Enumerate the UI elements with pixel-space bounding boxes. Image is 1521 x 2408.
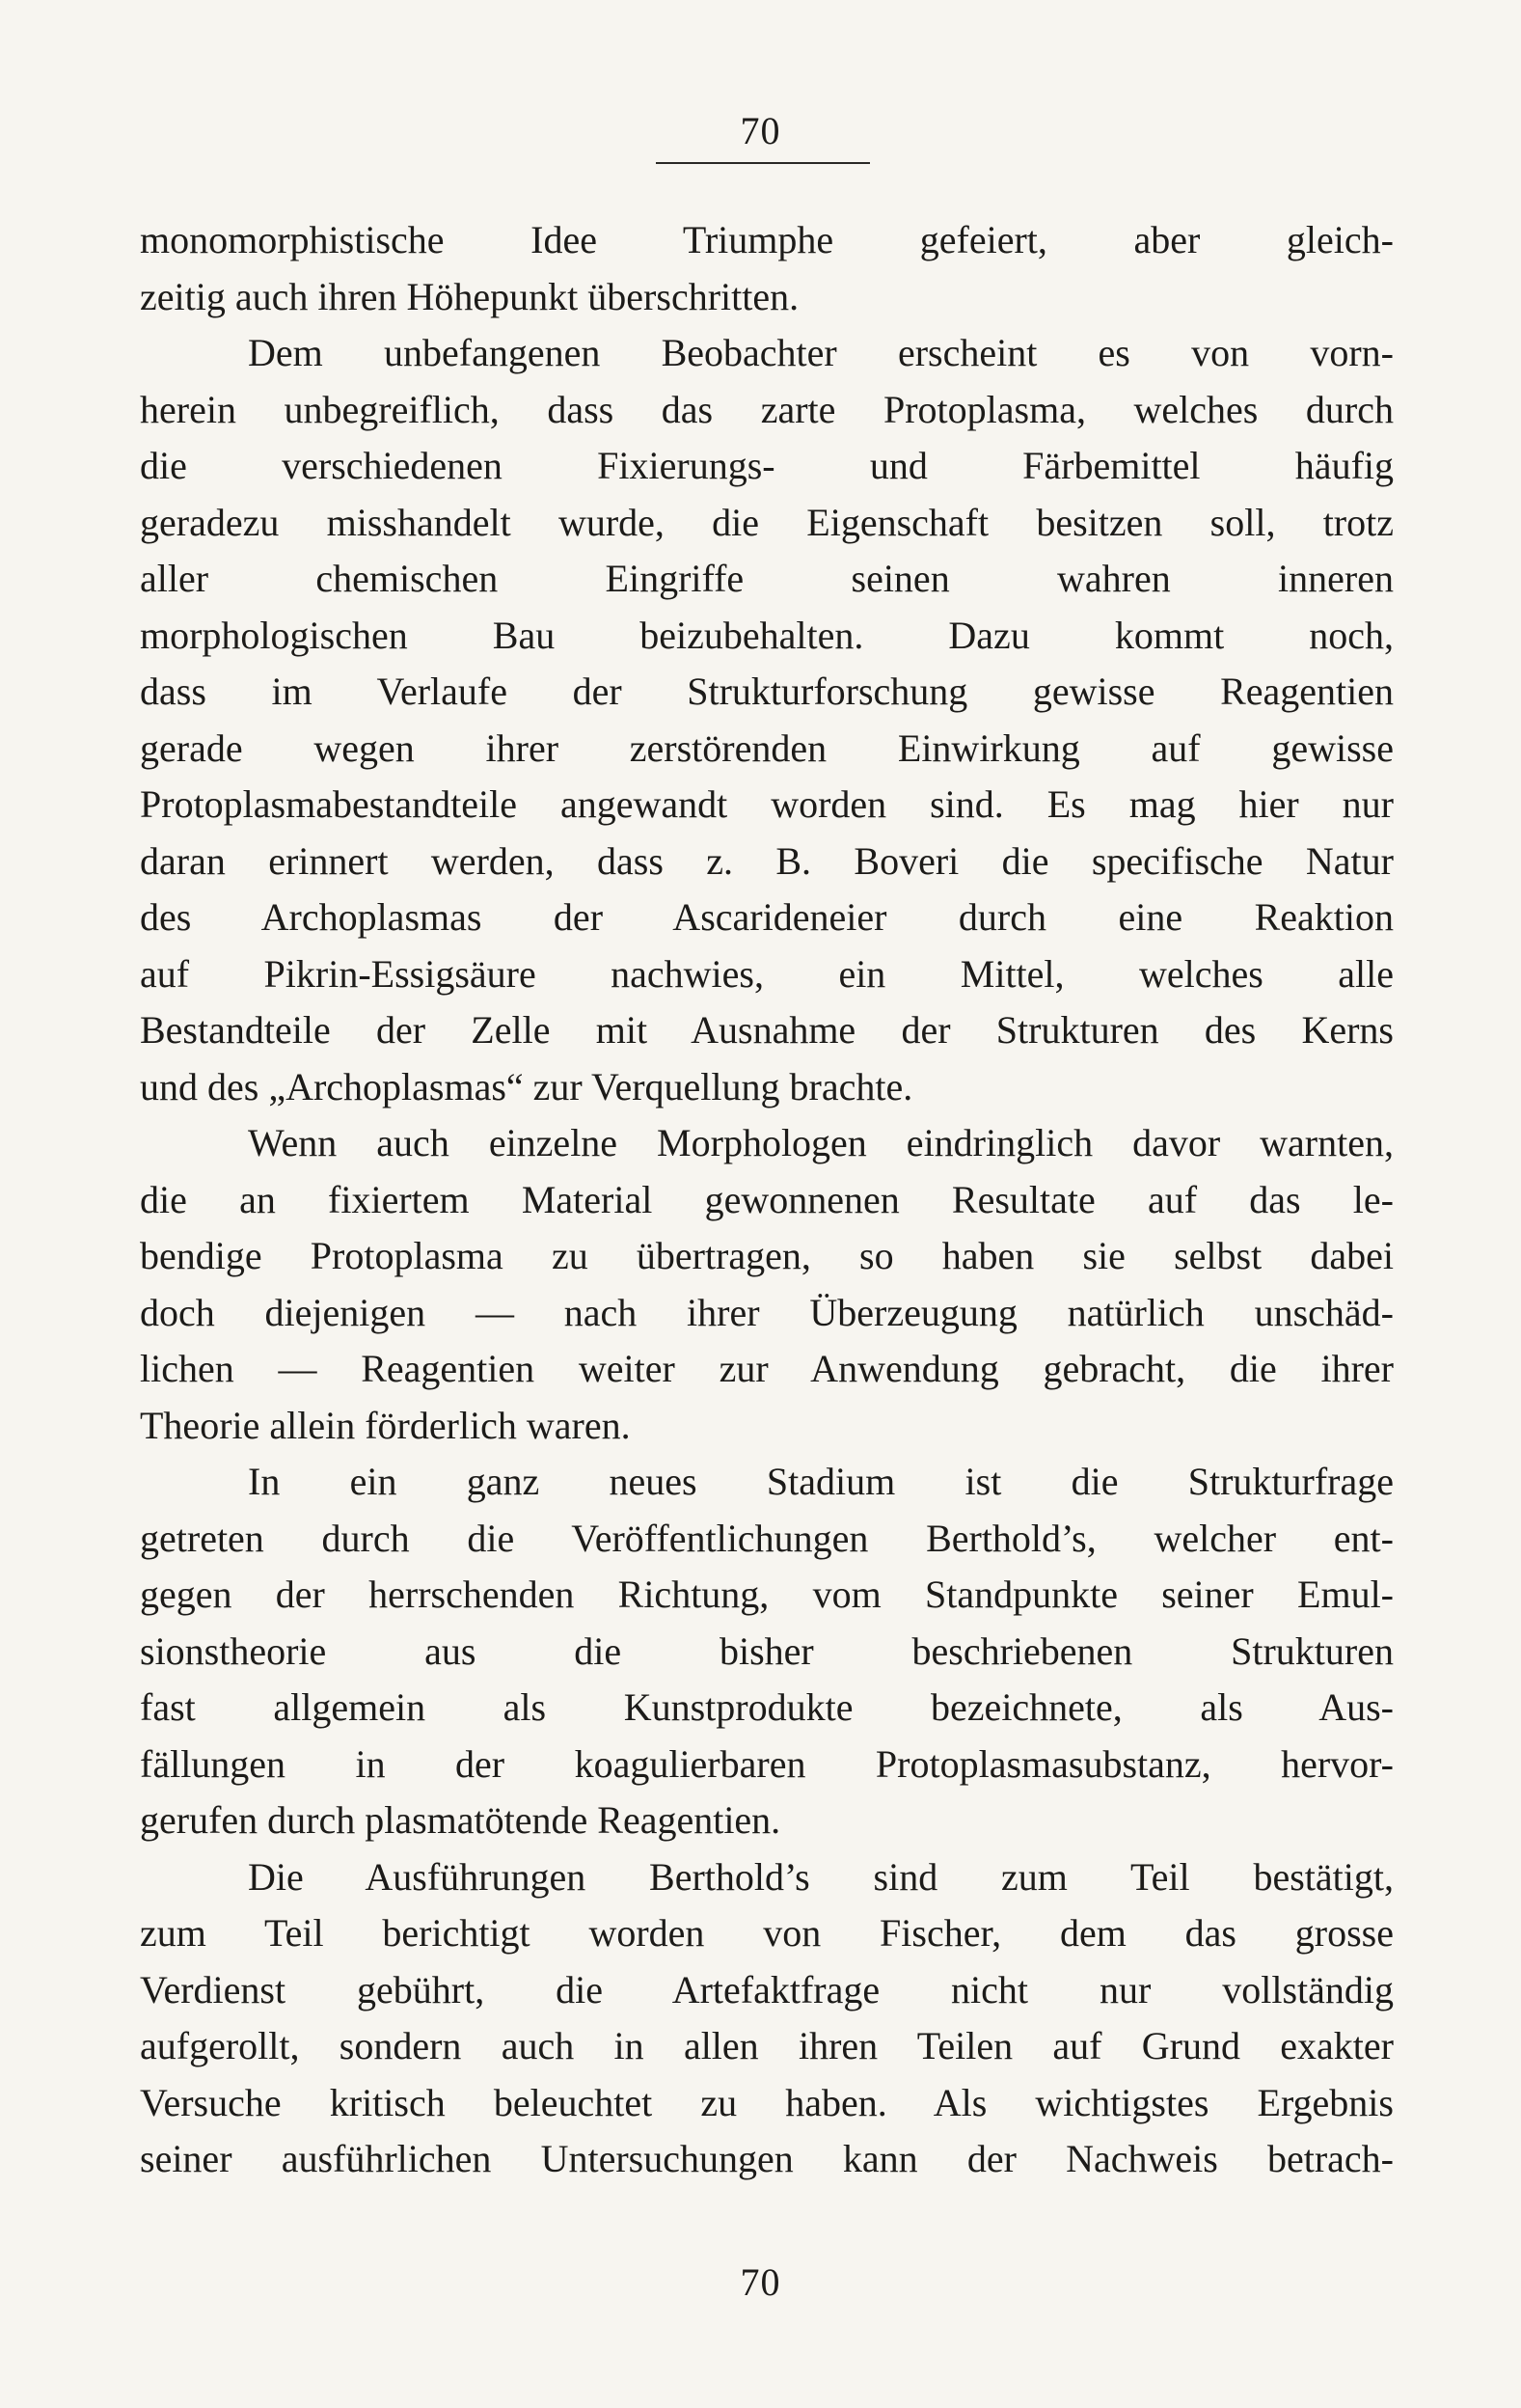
text-line: Theorie allein förderlich waren. [140,1403,631,1447]
text-line: die verschiedenen Fixierungs- und Färbemittel häufig [140,444,1394,487]
text-line: Bestandteile der Zelle mit Ausnahme der Strukturen des Kerns [140,1008,1394,1052]
text-line: des Archoplasmas der Ascarideneier durch eine Reaktion [140,895,1394,939]
text-line: gerade wegen ihrer zerstörenden Einwirkung auf gewisse [140,725,1394,770]
text-line: Protoplasmabestandteile angewandt worden sind. Es mag hier nur [140,782,1394,826]
text-line: herein unbegreiflich, dass das zarte Protoplasma, welches durch [140,387,1394,431]
text-line: getreten durch die Veröffentlichungen Berthold’s, welcher ent- [140,1516,1394,1560]
text-line: daran erinnert werden, dass z. B. Boveri die specifische Natur [140,838,1394,883]
text-line: Versuche kritisch beleuchtet zu haben. Als wichtigstes Ergebnis [140,2080,1394,2124]
text-line: aller chemischen Eingriffe seinen wahren inneren [140,557,1394,600]
text-line: gegen der herrschenden Richtung, vom Standpunkte seiner Emul- [140,1573,1394,1616]
text-line: fällungen in der koagulierbaren Protoplasmasubstanz, hervor- [140,1741,1394,1786]
text-line: Die Ausführungen Berthold’s sind zum Teil bestätigt, [248,1854,1394,1899]
text-line: die an fixiertem Material gewonnenen Resultate auf das le- [140,1177,1394,1221]
footer-page-number: 70 [740,2260,781,2304]
text-line: dass im Verlaufe der Strukturforschung gewisse Reagentien [140,670,1394,713]
text-line: In ein ganz neues Stadium ist die Strukturfrage [248,1460,1394,1503]
text-line: bendige Protoplasma zu übertragen, so haben sie selbst dabei [140,1234,1394,1277]
text-line: aufgerollt, sondern auch in allen ihren Teilen auf Grund exakter [140,2024,1394,2067]
text-line: zeitig auch ihren Höhepunkt überschritten. [140,274,800,318]
text-line: seiner ausführlichen Untersuchungen kann der Nachweis betrach- [140,2137,1394,2180]
header-rule [656,162,870,164]
header-page-number: 70 [740,109,781,152]
text-line: gerufen durch plasmatötende Reagentien. [140,1798,781,1842]
text-line: und des „Archoplasmas“ zur Verquellung brachte. [140,1064,913,1108]
text-line: Wenn auch einzelne Morphologen eindringlich davor warnten, [248,1121,1394,1164]
text-line: monomorphistische Idee Triumphe gefeiert, aber gleich- [140,218,1394,261]
text-line: auf Pikrin-Essigsäure nachwies, ein Mittel, welches alle [140,951,1394,996]
text-line: lichen — Reagentien weiter zur Anwendung gebracht, die ihrer [140,1347,1394,1390]
body-text [140,212,1394,2188]
text-line: Verdienst gebührt, die Artefaktfrage nicht nur vollständig [140,1967,1394,2011]
text-line: geradezu misshandelt wurde, die Eigenschaft besitzen soll, trotz [140,500,1394,544]
text-line: morphologischen Bau beizubehalten. Dazu kommt noch, [140,613,1394,657]
text-line: Dem unbefangenen Beobachter erscheint es von vorn- [248,331,1394,374]
text-line: zum Teil berichtigt worden von Fischer, dem das grosse [140,1911,1394,1955]
text-line: fast allgemein als Kunstprodukte bezeichnete, als Aus- [140,1685,1394,1729]
text-line: doch diejenigen — nach ihrer Überzeugung natürlich unschäd- [140,1290,1394,1334]
text-line: sionstheorie aus die bisher beschriebenen Strukturen [140,1628,1394,1673]
